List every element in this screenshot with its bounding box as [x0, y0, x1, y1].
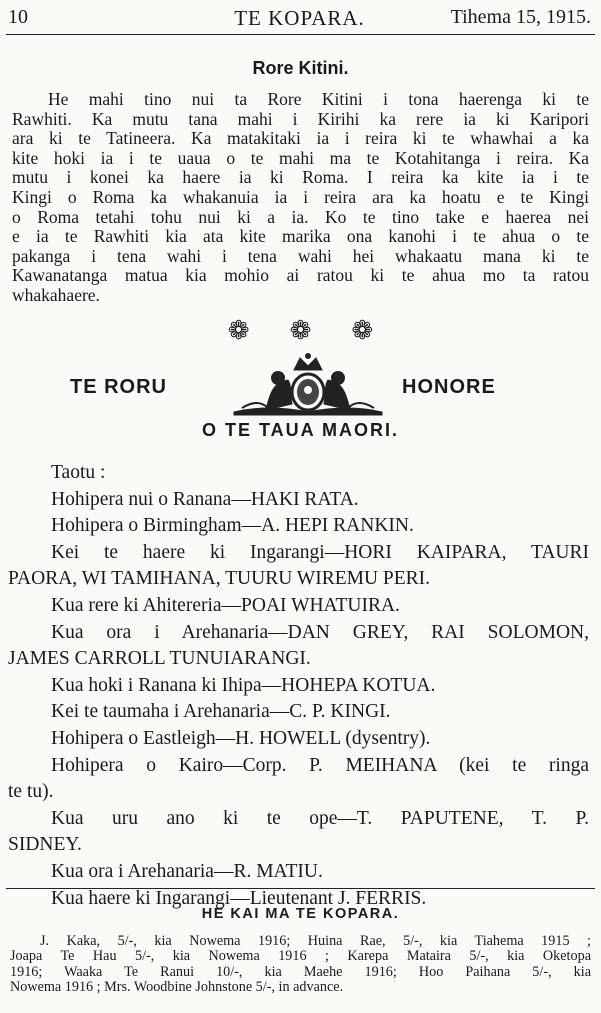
header-divider	[6, 34, 595, 35]
honours-entry: Kua haere ki Ingarangi—Lieutenant J. FERRIS.	[51, 887, 427, 909]
flourish-icon: ❁	[351, 316, 414, 345]
honours-entry: Kua uru ano ki te ope—T. PAPUTENE, T. P.	[51, 807, 589, 829]
article-body	[12, 90, 589, 306]
honours-list	[8, 460, 589, 912]
honours-entry: SIDNEY.	[8, 834, 82, 856]
honours-entry: Hohipera o Eastleigh—H. HOWELL (dysentry).	[51, 727, 431, 749]
article-line: Kingi o Roma ka whakanuia ia i reira ara ka hoatu e te Kingi	[12, 186, 589, 207]
article-line: e ia te Rawhiti kia ata kite marika ona kanohi i te ahua o te	[12, 226, 589, 247]
article-line: Kawanatanga matua kia mohio ai ratou ki te ahua mo ta ratou	[12, 265, 589, 286]
donor-entry: Joapa Te Hau 5/-, kia Nowema 1916 ; Karepa Mataira 5/-, kia Oketopa	[10, 948, 591, 965]
honours-entry: te tu).	[8, 781, 54, 803]
honours-entry: PAORA, WI TAMIHANA, TUURU WIREMU PERI.	[8, 568, 431, 590]
flourish-ornaments	[0, 316, 601, 346]
article-line: mutu i konei ka haere ia ki Roma. I reira ka kite ia i te	[12, 167, 589, 188]
donors-list	[10, 934, 591, 996]
article-line: pakanga i tena wahi i tena wahi hei whakaatu mana ki te	[12, 245, 589, 266]
honours-heading-left: TE RORU	[70, 376, 167, 398]
article-line: o Roma tetahi tohu nui ki a ia. Ko te tino take e haerea nei	[12, 206, 589, 227]
honours-subheading: O TE TAUA MAORI.	[202, 420, 399, 440]
section-divider	[6, 888, 595, 889]
honours-heading-right: HONORE	[402, 376, 496, 398]
article-line: Rawhiti. Ka mutu tana mahi i Kirihi ka rere ia ki Karipori	[12, 108, 589, 129]
honours-entry: Hohipera o Birmingham—A. HEPI RANKIN.	[51, 515, 414, 537]
donors-title: HE KAI MA TE KOPARA.	[201, 906, 400, 922]
article-title: Rore Kitini.	[252, 58, 349, 78]
article-line: kite hoki ia i te uaua o te mahi ma te Kotahitanga i reira. Ka	[12, 147, 589, 168]
flourish-icon: ❁	[289, 316, 352, 345]
article-line: He mahi tino nui ta Rore Kitini i tona haerenga ki te	[48, 89, 589, 109]
honours-entry: Kua ora i Arehanaria—R. MATIU.	[51, 860, 323, 882]
article-line: whakahaere.	[12, 284, 100, 305]
honours-entry: Kua rere ki Ahitereria—POAI WHATUIRA.	[51, 594, 400, 616]
honours-entry: Hohipera nui o Ranana—HAKI RATA.	[51, 488, 359, 510]
honours-entry: Kei te taumaha i Arehanaria—C. P. KINGI.	[51, 701, 391, 723]
donor-entry: J. Kaka, 5/-, kia Nowema 1916; Huina Rae, 5/-, kia Tiahema 1915 ;	[40, 933, 591, 949]
page-number: 10	[8, 6, 28, 28]
page-header	[8, 6, 591, 32]
honours-entry: Taotu :	[51, 462, 106, 483]
honours-entry: JAMES CARROLL TUNUIARANGI.	[8, 648, 311, 670]
article-line: ara ki te Tatineera. Ka matakitaki ia i reira ki te whawhai a ka	[12, 128, 589, 149]
flourish-icon: ❁	[227, 316, 290, 345]
donor-entry: 1916; Waaka Te Ranui 10/-, kia Maehe 1916; Hoo Paihana 5/-, kia	[10, 963, 591, 980]
issue-date: Tihema 15, 1915.	[450, 6, 591, 28]
honours-entry: Kua ora i Arehanaria—DAN GREY, RAI SOLOMON,	[51, 621, 589, 643]
honours-entry: Kua hoki i Ranana ki Ihipa—HOHEPA KOTUA.	[51, 674, 436, 696]
honours-heading	[0, 352, 601, 416]
coat-of-arms-icon	[228, 352, 388, 416]
donor-entry: Nowema 1916 ; Mrs. Woodbine Johnstone 5/-, in advance.	[10, 979, 344, 996]
running-title: TE KOPARA.	[234, 6, 365, 30]
honours-entry: Kei te haere ki Ingarangi—HORI KAIPARA, TAURI	[51, 541, 589, 563]
honours-entry: Hohipera o Kairo—Corp. P. MEIHANA (kei te ringa	[51, 754, 589, 776]
